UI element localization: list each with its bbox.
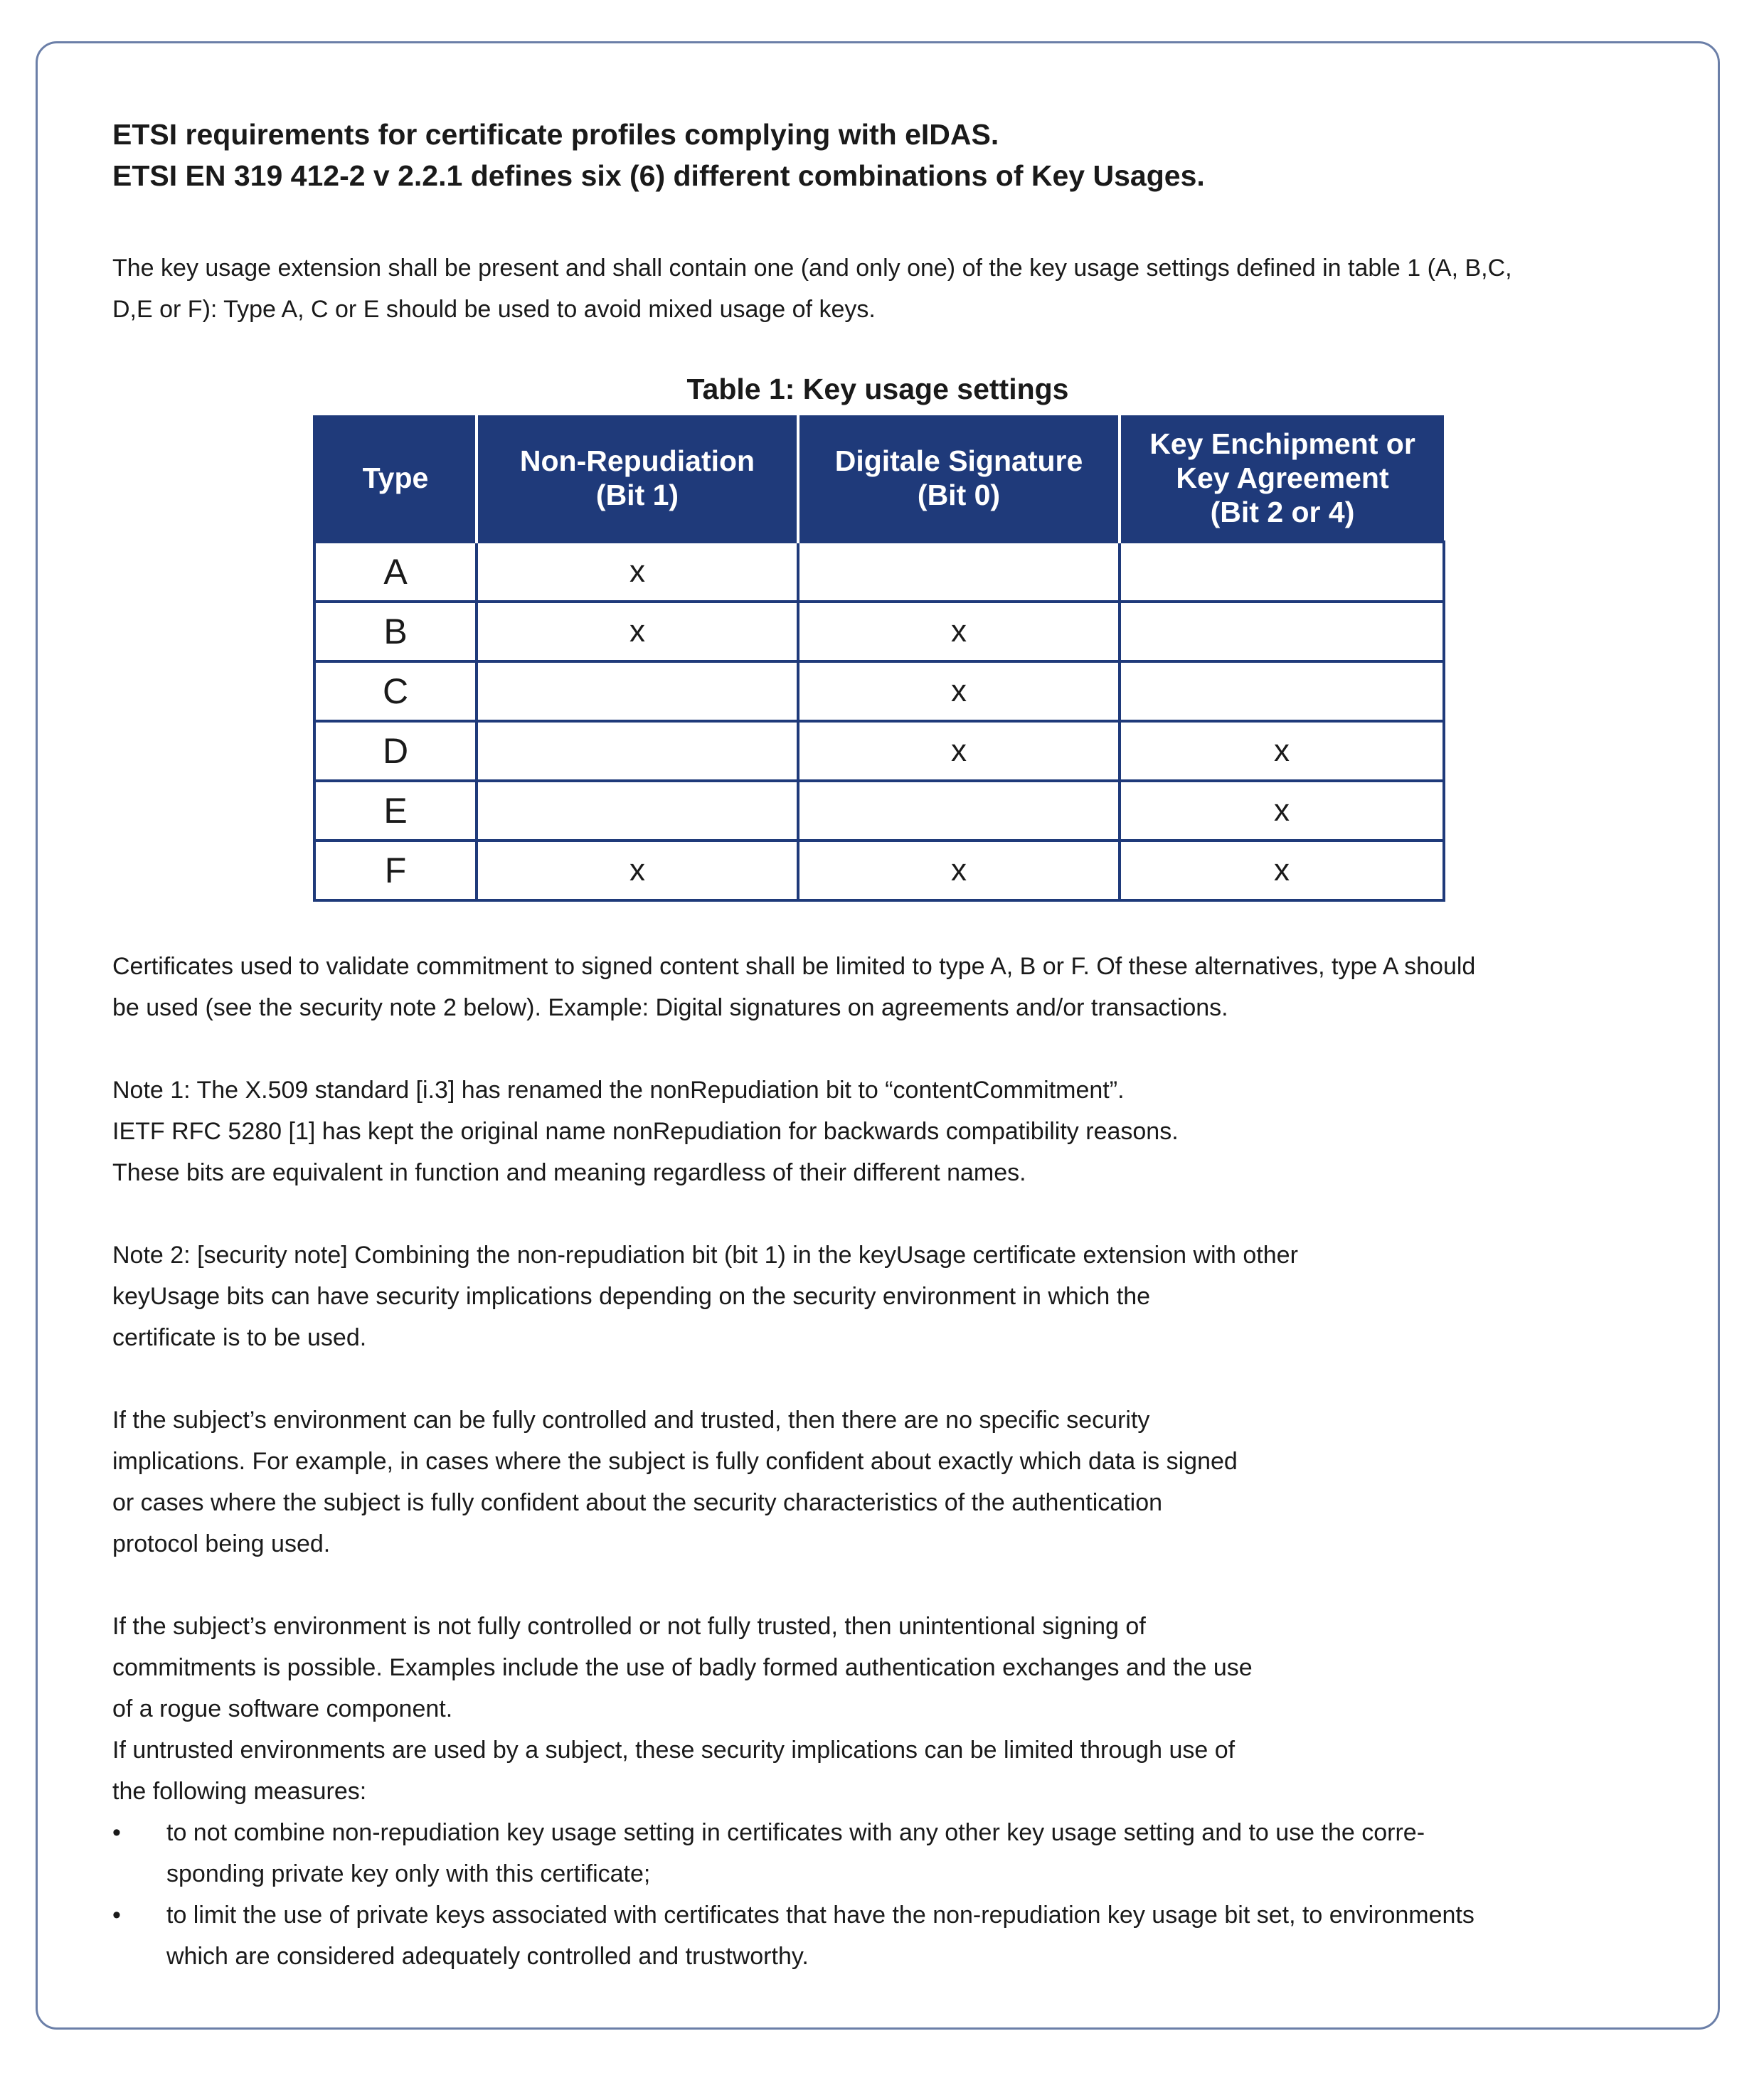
paragraph-line: If untrusted environments are used by a subject, these security implications can be limited through use of <box>112 1737 1236 1764</box>
paragraph-line: The key usage extension shall be present and shall contain one (and only one) of the key usage settings defined in table 1 (A, B,C, <box>112 255 1512 282</box>
key-agreement-cell <box>1120 542 1444 602</box>
measures-list <box>112 1812 1663 1977</box>
key-usage-table-section <box>313 371 1442 902</box>
header-non-repudiation <box>477 415 798 542</box>
table-header-row <box>314 415 1444 542</box>
digital-signature-cell: x <box>798 841 1120 900</box>
paragraph-line: implications. For example, in cases where the subject is fully confident about exactly which data is signed <box>112 1448 1238 1475</box>
header-line: (Bit 1) <box>595 479 679 511</box>
uncontrolled-environment-paragraph <box>112 1606 1663 1812</box>
note-2-paragraph <box>112 1235 1663 1358</box>
non-repudiation-cell: x <box>477 602 798 661</box>
type-cell: F <box>314 841 477 900</box>
list-item-line: which are considered adequately controlled and trustworthy. <box>166 1943 809 1970</box>
table-caption: Table 1: Key usage settings <box>686 373 1069 405</box>
header-type <box>314 415 477 542</box>
table-row <box>314 602 1444 661</box>
header-line: Key Enchipment or <box>1149 427 1415 460</box>
key-agreement-cell: x <box>1120 781 1444 841</box>
list-item <box>112 1894 1663 1977</box>
paragraph-line: the following measures: <box>112 1778 367 1805</box>
key-agreement-cell: x <box>1120 721 1444 781</box>
heading-line: ETSI requirements for certificate profiles complying with eIDAS. <box>112 118 999 151</box>
digital-signature-cell <box>798 542 1120 602</box>
note-1-paragraph <box>112 1070 1663 1193</box>
type-cell: D <box>314 721 477 781</box>
paragraph-line: keyUsage bits can have security implications depending on the security environment in which the <box>112 1283 1151 1310</box>
type-cell: B <box>314 602 477 661</box>
table-row <box>314 781 1444 841</box>
digital-signature-cell: x <box>798 721 1120 781</box>
list-item-line: sponding private key only with this certificate; <box>166 1860 651 1887</box>
type-cell: C <box>314 661 477 721</box>
paragraph-line: If the subject’s environment is not fully controlled or not fully trusted, then unintentional signing of <box>112 1613 1146 1640</box>
digital-signature-cell <box>798 781 1120 841</box>
table-row <box>314 841 1444 900</box>
paragraph-line: D,E or F): Type A, C or E should be used to avoid mixed usage of keys. <box>112 296 876 323</box>
key-agreement-cell <box>1120 661 1444 721</box>
list-item <box>112 1812 1663 1894</box>
paragraph-line: These bits are equivalent in function and meaning regardless of their different names. <box>112 1159 1026 1186</box>
digital-signature-cell: x <box>798 661 1120 721</box>
heading-line: ETSI EN 319 412-2 v 2.2.1 defines six (6) different combinations of Key Usages. <box>112 159 1205 192</box>
paragraph-line: be used (see the security note 2 below). Example: Digital signatures on agreements and/or transactions. <box>112 994 1228 1021</box>
header-line: Key Agreement <box>1176 462 1389 494</box>
key-usage-table <box>313 415 1445 902</box>
header-line: Digitale Signature <box>834 444 1083 477</box>
paragraph-line: protocol being used. <box>112 1530 331 1557</box>
paragraph-line: or cases where the subject is fully confident about the security characteristics of the authentication <box>112 1489 1163 1516</box>
commitment-paragraph <box>112 946 1663 1028</box>
header-key-agreement <box>1120 415 1444 542</box>
header-digital-signature <box>798 415 1120 542</box>
paragraph-line: If the subject’s environment can be fully controlled and trusted, then there are no specific security <box>112 1407 1150 1434</box>
type-cell: E <box>314 781 477 841</box>
table-row <box>314 721 1444 781</box>
header-line: Type <box>362 462 429 494</box>
header-line: (Bit 2 or 4) <box>1210 496 1355 528</box>
non-repudiation-cell: x <box>477 542 798 602</box>
key-agreement-cell: x <box>1120 841 1444 900</box>
non-repudiation-cell: x <box>477 841 798 900</box>
paragraph-line: Note 1: The X.509 standard [i.3] has renamed the nonRepudiation bit to “contentCommitment”. <box>112 1077 1125 1104</box>
paragraph-line: of a rogue software component. <box>112 1695 453 1722</box>
paragraph-line: IETF RFC 5280 [1] has kept the original name nonRepudiation for backwards compatibility reasons. <box>112 1118 1179 1145</box>
paragraph-line: commitments is possible. Examples include the use of badly formed authentication exchanges and the use <box>112 1654 1253 1681</box>
body-text <box>112 946 1663 1977</box>
header-line: Non-Repudiation <box>519 444 755 477</box>
non-repudiation-cell <box>477 781 798 841</box>
digital-signature-cell: x <box>798 602 1120 661</box>
header-line: (Bit 0) <box>917 479 1001 511</box>
document-heading <box>112 114 1663 196</box>
paragraph-line: certificate is to be used. <box>112 1324 367 1351</box>
list-item-line: • to limit the use of private keys associated with certificates that have the non-repudiation key usage bit set, to environments <box>166 1902 1475 1929</box>
table-row <box>314 542 1444 602</box>
non-repudiation-cell <box>477 721 798 781</box>
table-row <box>314 661 1444 721</box>
paragraph-line: Certificates used to validate commitment to signed content shall be limited to type A, B or F. Of these alternatives, type A should <box>112 953 1476 980</box>
non-repudiation-cell <box>477 661 798 721</box>
key-agreement-cell <box>1120 602 1444 661</box>
controlled-environment-paragraph <box>112 1400 1663 1565</box>
document-content <box>112 114 1663 1977</box>
paragraph-line: Note 2: [security note] Combining the non-repudiation bit (bit 1) in the keyUsage certificate extension with other <box>112 1242 1298 1269</box>
type-cell: A <box>314 542 477 602</box>
list-item-line: • to not combine non-repudiation key usage setting in certificates with any other key usage setting and to use the corre- <box>166 1819 1425 1846</box>
intro-paragraph <box>112 247 1663 330</box>
